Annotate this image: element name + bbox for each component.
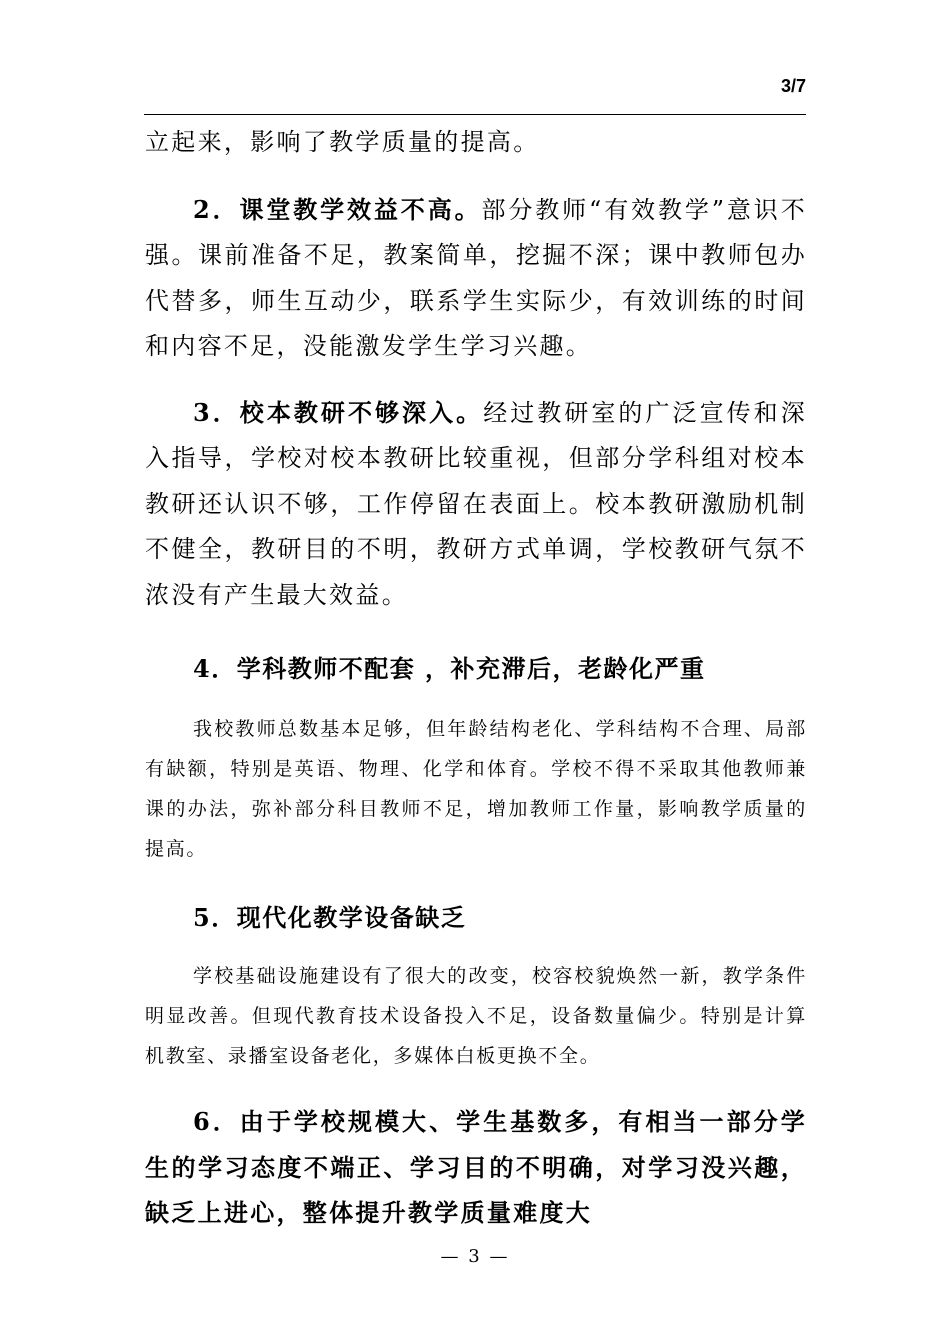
heading-5: 5．现代化教学设备缺乏 (193, 903, 467, 932)
paragraph-continuation: 立起来，影响了教学质量的提高。 (145, 128, 540, 156)
paragraph-2-body: 部分教师“有效教学”意识不强。课前准备不足，教案简单，挖掘不深；课中教师包办代替多，师生互动少，联系学生实际少，有效训练的时间和内容不足，没能激发学生学习兴趣。 (145, 195, 807, 360)
page-number-footer: — 3 — (440, 1246, 510, 1267)
paragraph-3 (145, 390, 807, 619)
paragraph-2-lead: 2．课堂教学效益不高。 (193, 194, 482, 224)
paragraph-3-body: 经过教研室的广泛宣传和深入指导，学校对校本教研比较重视，但部分学科组对校本教研还认识不够，工作停留在表面上。校本教研激励机制不健全，教研目的不明，教研方式单调，学校教研气氛不浓没有产生最大效益。 (145, 398, 807, 609)
paragraph-3-lead: 3．校本教研不够深入。 (193, 397, 484, 427)
header-rule (144, 114, 806, 115)
paragraph-6: 6．由于学校规模大、学生基数多，有相当一部分学生的学习态度不端正、学习目的不明确，对学习没兴趣，缺乏上进心，整体提升教学质量难度大 (145, 1107, 807, 1227)
page-indicator: 3/7 (780, 76, 806, 96)
paragraph-5: 学校基础设施建设有了很大的改变，校容校貌焕然一新，教学条件明显改善。但现代教育技术设备投入不足，设备数量偏少。特别是计算机教室、录播室设备老化，多媒体白板更换不全。 (145, 965, 807, 1067)
paragraph-2 (145, 187, 807, 370)
paragraph-4: 我校教师总数基本足够，但年龄结构老化、学科结构不合理、局部有缺额，特别是英语、物理、化学和体育。学校不得不采取其他教师兼课的办法，弥补部分科目教师不足，增加教师工作量，影响教学质量的提高。 (145, 718, 807, 860)
heading-4: 4．学科教师不配套 ，补充滞后，老龄化严重 (193, 654, 706, 683)
document-body (145, 120, 807, 1236)
